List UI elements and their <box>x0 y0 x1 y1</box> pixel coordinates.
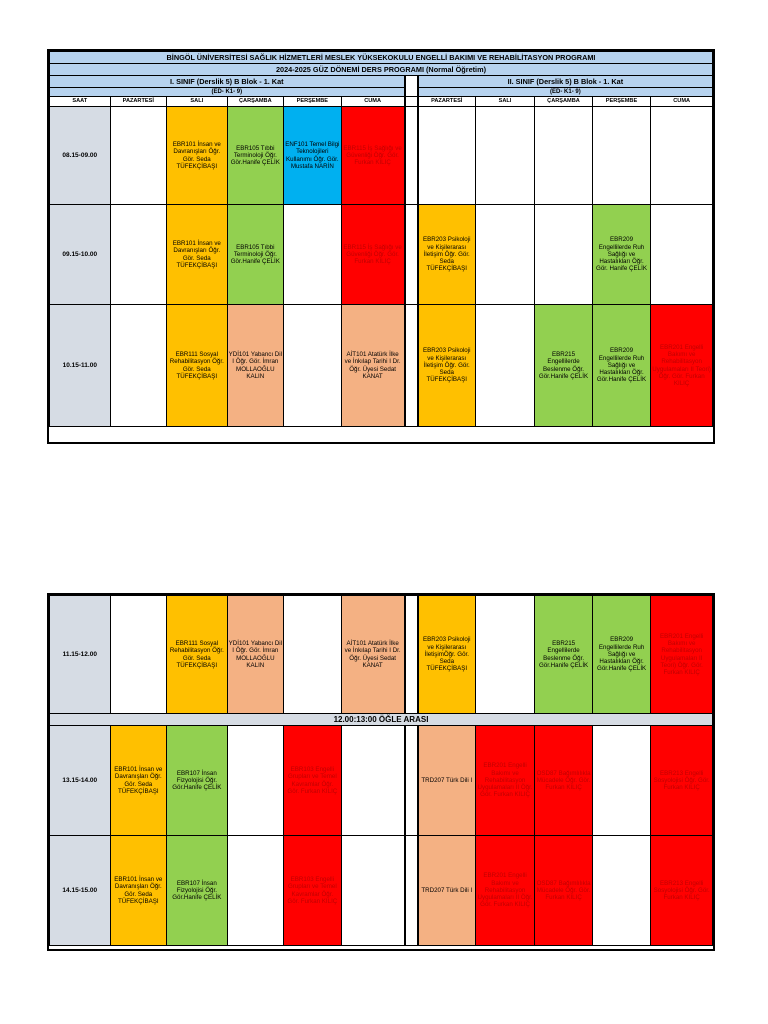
class-cell <box>284 205 342 305</box>
class-cell: EBR209 Engellilerde Ruh Sağlığı ve Hastalıkları Öğr. Gör.Hanife ÇELİK <box>592 596 651 714</box>
class-cell: EBR203 Psikoloji ve Kişilerarası İletişimÖğr. Gör. Seda TÜFEKÇİBAŞI <box>418 596 476 714</box>
title-line-2: 2024-2025 GÜZ DÖNEMİ DERS PROGRAMI (Normal Öğretim) <box>50 64 713 76</box>
class-cell: EBR215 Engellilerde Beslenme Öğr. Gör.Hanife ÇELİK <box>535 596 593 714</box>
table-row <box>50 205 713 305</box>
time-cell: 10.15-11.00 <box>50 305 111 427</box>
col-cuma: CUMA <box>341 97 405 107</box>
col-pazartesi: PAZARTESİ <box>418 97 476 107</box>
col-cuma: CUMA <box>651 97 713 107</box>
class-cell <box>418 107 476 205</box>
class-cell: AİT101 Atatürk İlke ve İnkılap Tarihi I Dr. Öğr. Üyesi Sedat KANAT <box>341 596 405 714</box>
class-cell: EBR213 Engelli Sosyolojisi Öğr. Gör. Furkan KILIÇ <box>651 726 713 836</box>
class-cell <box>592 836 651 946</box>
class-cell: AİT101 Atatürk İlke ve İnkılap Tarihi I Dr. Öğr. Üyesi Sedat KANAT <box>341 305 405 427</box>
col-carsamba: ÇARŞAMBA <box>227 97 284 107</box>
class-cell: EBR201 Engelli Bakımı ve Rehabilitasyon Uygulamaları II Teori) Öğr. Gör. Furkan KILIÇ <box>651 305 713 427</box>
schedule-table-2 <box>49 595 713 946</box>
class2-code: (ED- K1- 9) <box>418 88 713 97</box>
class-cell: YDİ101 Yabancı Dil I Öğr. Gör. İmran MOLLAOĞLU KALIN <box>227 596 284 714</box>
class-cell <box>341 836 405 946</box>
spacer <box>405 596 418 714</box>
class-cell: EBR107 İnsan Fizyolojisi Öğr. Gör.Hanife ÇELİK <box>167 726 228 836</box>
class-cell: EBR107 İnsan Fizyolojisi Öğr. Gör.Hanife ÇELİK <box>167 836 228 946</box>
spacer <box>405 305 418 427</box>
class-cell: EBR103 Engelli Grupları ve Temel Kavramlar Öğr. Gör. Furkan KILIÇ <box>284 836 342 946</box>
class-cell: EBR115 İş Sağlığı ve Güvenliği Öğr. Gör. Furkan KILIÇ <box>341 107 405 205</box>
class-cell <box>475 305 535 427</box>
class-cell <box>110 107 167 205</box>
time-cell: 08.15-09.00 <box>50 107 111 205</box>
schedule-table-1 <box>49 51 713 427</box>
class-cell <box>110 305 167 427</box>
class-cell <box>475 596 535 714</box>
class-cell: EBR111 Sosyal Rehabilitasyon Öğr. Gör. Seda TÜFEKÇİBAŞI <box>167 305 228 427</box>
class-cell <box>535 107 593 205</box>
class-cell: EBR201 Engelli Bakımı ve Rehabilitasyon Uygulamaları II Teori) Öğr. Gör. Furkan KILIÇ <box>651 596 713 714</box>
class-cell: EBR105 Tıbbi Terminoloji Öğr. Gör.Hanife ÇELİK <box>227 107 284 205</box>
col-persembe: PERŞEMBE <box>592 97 651 107</box>
table-row <box>50 726 713 836</box>
spacer <box>405 107 418 205</box>
class-cell: OSD87 Bağımlılıkla Mücadele Öğr. Gör. Furkan KILIÇ <box>535 726 593 836</box>
time-cell: 14.15-15.00 <box>50 836 111 946</box>
class-cell: EBR209 Engellilerde Ruh Sağlığı ve Hastalıkları Öğr. Gör. Hanife ÇELİK <box>592 205 651 305</box>
class-cell: EBR201 Engelli Bakımı ve Rehabilitasyon Uygulamaları II Öğr. Gör. Furkan KILIÇ <box>475 836 535 946</box>
class-cell: EBR101 İnsan ve Davranışları Öğr. Gör. Seda TÜFEKÇİBAŞI <box>167 205 228 305</box>
table-row <box>50 305 713 427</box>
class-cell <box>592 107 651 205</box>
lunch-break: 12.00:13:00 ÖĞLE ARASI <box>50 714 713 726</box>
time-cell: 09.15-10.00 <box>50 205 111 305</box>
table-row <box>50 836 713 946</box>
time-cell: 13.15-14.00 <box>50 726 111 836</box>
class-cell: EBR203 Psikoloji ve Kişilerarası İletişim Öğr. Gör. Seda TÜFEKÇİBAŞI <box>418 305 476 427</box>
class-cell: EBR115 İş Sağlığı ve Güvenliği Öğr. Gör. Furkan KILIÇ <box>341 205 405 305</box>
class-cell <box>651 205 713 305</box>
class-cell: YDİ101 Yabancı Dil I Öğr. Gör. İmran MOLLAOĞLU KALIN <box>227 305 284 427</box>
class-cell: EBR203 Psikoloji ve Kişilerarası İletişim Öğr. Gör. Seda TÜFEKÇİBAŞI <box>418 205 476 305</box>
time-cell: 11.15-12.00 <box>50 596 111 714</box>
class2-heading: II. SINIF (Derslik 5) B Blok - 1. Kat <box>418 76 713 88</box>
class-cell <box>284 305 342 427</box>
class-cell: ENF101 Temel Bilgi Teknolojileri Kullanımı Öğr. Gör. Mustafa NARİN <box>284 107 342 205</box>
class-cell <box>592 726 651 836</box>
table-row <box>50 107 713 205</box>
spacer <box>405 726 418 836</box>
class-cell: TRD207 Türk Dili I <box>418 726 476 836</box>
class-cell: EBR215 Engellilerde Beslenme Öğr. Gör.Hanife ÇELİK <box>535 305 593 427</box>
col-persembe: PERŞEMBE <box>284 97 342 107</box>
spacer <box>405 97 418 107</box>
class-cell <box>341 726 405 836</box>
table-row <box>50 596 713 714</box>
class-cell <box>475 107 535 205</box>
class-cell <box>535 205 593 305</box>
spacer <box>405 76 418 97</box>
class-cell <box>651 107 713 205</box>
lunch-row <box>50 714 713 726</box>
class-cell: EBR111 Sosyal Rehabilitasyon Öğr. Gör. Seda TÜFEKÇİBAŞI <box>167 596 228 714</box>
class-cell: EBR101 İnsan ve Davranışları Öğr. Gör. Seda TÜFEKÇİBAŞI <box>110 836 167 946</box>
class-cell <box>110 205 167 305</box>
col-sali: SALI <box>167 97 228 107</box>
class-cell: TRD207 Türk Dili I <box>418 836 476 946</box>
class-cell: EBR209 Engellilerde Ruh Sağlığı ve Hastalıkları Öğr. Gör.Hanife ÇELİK <box>592 305 651 427</box>
class-cell: EBR105 Tıbbi Terminoloji Öğr. Gör.Hanife ÇELİK <box>227 205 284 305</box>
schedule-sheet-1 <box>47 49 715 444</box>
class-cell <box>475 205 535 305</box>
title-line-1: BİNGÖL ÜNİVERSİTESİ SAĞLIK HİZMETLERİ MESLEK YÜKSEKOKULU ENGELLİ BAKIMI VE REHABİLİTASYON PROGRAMI <box>50 52 713 64</box>
class-cell: EBR101 İnsan ve Davranışları Öğr. Gör. Seda TÜFEKÇİBAŞI <box>110 726 167 836</box>
class-cell <box>110 596 167 714</box>
class-cell <box>284 596 342 714</box>
schedule-sheet-2 <box>47 593 715 951</box>
spacer <box>405 205 418 305</box>
class-cell: OSD87 Bağımlılıkla Mücadele Öğr. Gör. Furkan KILIÇ <box>535 836 593 946</box>
class-cell <box>227 726 284 836</box>
class1-code: (ED- K1- 9) <box>50 88 405 97</box>
col-pazartesi: PAZARTESİ <box>110 97 167 107</box>
class-cell: EBR103 Engelli Grupları ve Temel Kavramlar Öğr. Gör. Furkan KILIÇ <box>284 726 342 836</box>
col-carsamba: ÇARŞAMBA <box>535 97 593 107</box>
col-sali: SALI <box>475 97 535 107</box>
class-cell: EBR213 Engelli Sosyolojisi Öğr. Gör. Furkan KILIÇ <box>651 836 713 946</box>
class-cell: EBR101 İnsan ve Davranışları Öğr. Gör. Seda TÜFEKÇİBAŞI <box>167 107 228 205</box>
col-saat: SAAT <box>50 97 111 107</box>
class-cell <box>227 836 284 946</box>
spacer <box>405 836 418 946</box>
class-cell: EBR201 Engelli Bakımı ve Rehabilitasyon Uygulamaları II Öğr. Gör. Furkan KILIÇ <box>475 726 535 836</box>
class1-heading: I. SINIF (Derslik 5) B Blok - 1. Kat <box>50 76 405 88</box>
